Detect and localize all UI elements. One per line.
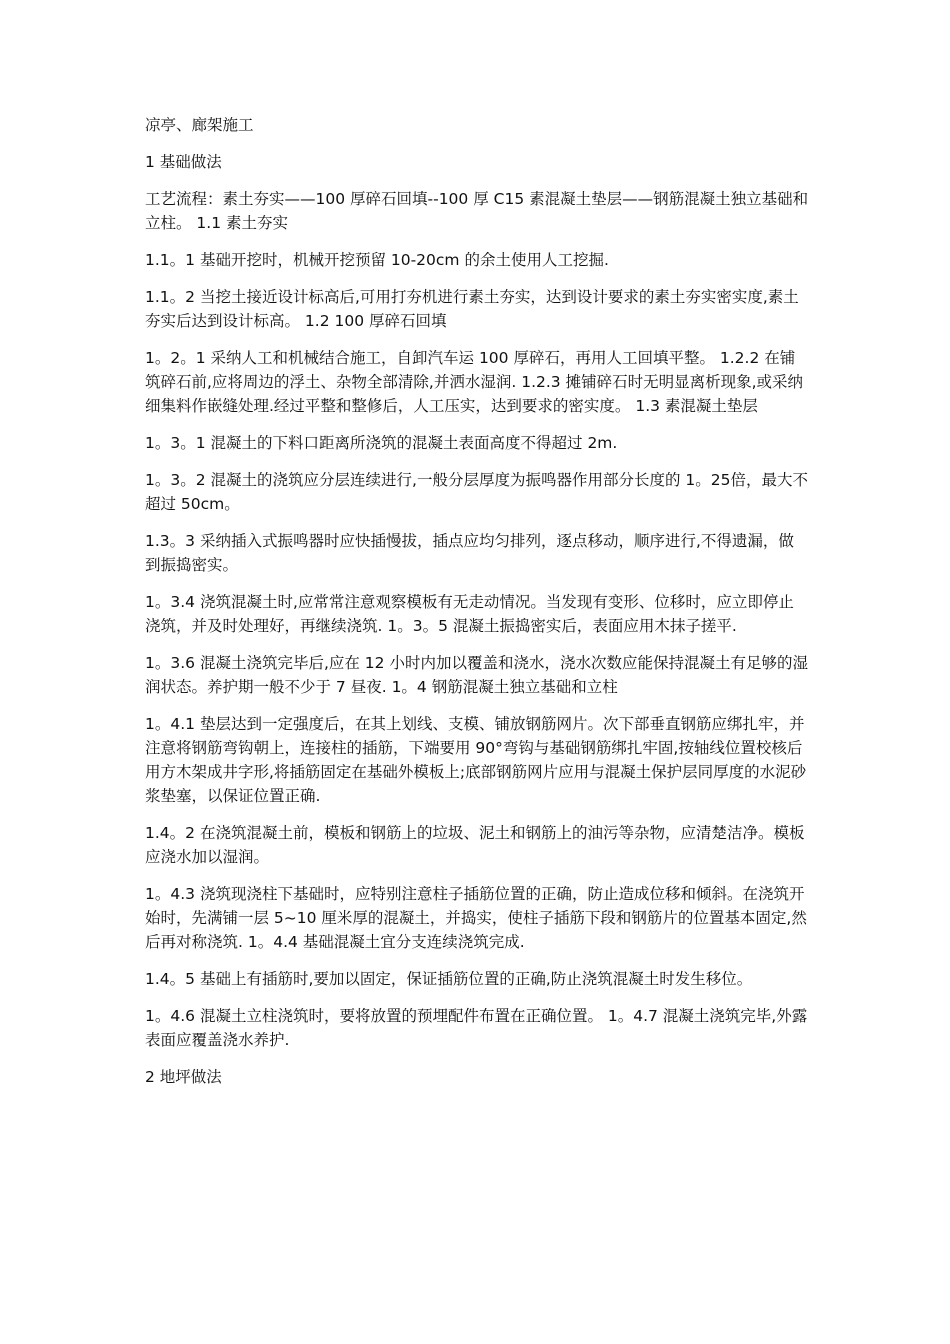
paragraph-1-4-6: 1。4.6 混凝土立柱浇筑时，要将放置的预埋配件布置在正确位置。 1。4.7 混凝土浇筑完毕,外露表面应覆盖浇水养护. [145, 1007, 808, 1049]
document-body [145, 113, 809, 1102]
paragraph-1-4-2: 1.4。2 在浇筑混凝土前，模板和钢筋上的垃圾、泥土和钢筋上的油污等杂物，应清楚洁净。模板应浇水加以湿润。 [145, 824, 805, 866]
paragraph-1-1-2: 1.1。2 当挖土接近设计标高后,可用打夯机进行素土夯实，达到设计要求的素土夯实密实度,素土夯实后达到设计标高。 1.2 100 厚碎石回填 [145, 288, 799, 330]
paragraph-1-4-1: 1。4.1 垫层达到一定强度后，在其上划线、支模、铺放钢筋网片。次下部垂直钢筋应绑扎牢，并注意将钢筋弯钩朝上，连接柱的插筋，下端要用 90°弯钩与基础钢筋绑扎牢固,按轴线位置校核后用方木架成井字形,将插筋固定在基础外模板上;底部钢筋网片应用与混凝土保护层同厚度的水泥砂浆垫塞，以保证位置正确. [145, 715, 807, 805]
document-title: 凉亭、廊架施工 [145, 116, 254, 134]
section-heading-foundation: 1 基础做法 [145, 153, 222, 171]
paragraph-1-4-3: 1。4.3 浇筑现浇柱下基础时，应特别注意柱子插筋位置的正确，防止造成位移和倾斜。在浇筑开始时，先满铺一层 5~10 厘米厚的混凝土，并捣实，使柱子插筋下段和钢筋片的位置基本固定,然后再对称浇筑. 1。4.4 基础混凝土宜分支连续浇筑完成. [145, 885, 807, 951]
paragraph-1-4-5: 1.4。5 基础上有插筋时,要加以固定，保证插筋位置的正确,防止浇筑混凝土时发生移位。 [145, 970, 753, 988]
paragraph-1-3-4: 1。3.4 浇筑混凝土时,应常常注意观察模板有无走动情况。当发现有变形、位移时，应立即停止浇筑，并及时处理好，再继续浇筑. 1。3。5 混凝土振捣密实后，表面应用木抹子搓平. [145, 593, 794, 635]
paragraph-1-3-2: 1。3。2 混凝土的浇筑应分层连续进行,一般分层厚度为振鸣器作用部分长度的 1。25倍，最大不超过 50cm。 [145, 471, 808, 513]
paragraph-1-3-6: 1。3.6 混凝土浇筑完毕后,应在 12 小时内加以覆盖和浇水，浇水次数应能保持混凝土有足够的湿润状态。养护期一般不少于 7 昼夜. 1。4 钢筋混凝土独立基础和立柱 [145, 654, 808, 696]
paragraph-1-2: 1。2。1 采纳人工和机械结合施工，自卸汽车运 100 厚碎石，再用人工回填平整。 1.2.2 在铺筑碎石前,应将周边的浮土、杂物全部清除,并洒水湿润. 1.2.3 摊铺碎石时无明显离析现象,或采纳细集料作嵌缝处理.经过平整和整修后，人工压实，达到要求的密实度。 1.3 素混凝土垫层 [145, 349, 804, 415]
paragraph-process-flow: 工艺流程：素土夯实——100 厚碎石回填--100 厚 C15 素混凝土垫层——钢筋混凝土独立基础和立柱。 1.1 素土夯实 [145, 190, 809, 232]
section-heading-floor: 2 地坪做法 [145, 1068, 222, 1086]
paragraph-1-3-3: 1.3。3 采纳插入式振鸣器时应快插慢拔，插点应均匀排列，逐点移动，顺序进行,不得遗漏，做到振捣密实。 [145, 532, 794, 574]
paragraph-1-1-1: 1.1。1 基础开挖时，机械开挖预留 10-20cm 的余土使用人工挖掘. [145, 251, 609, 269]
paragraph-1-3-1: 1。3。1 混凝土的下料口距离所浇筑的混凝土表面高度不得超过 2m. [145, 434, 618, 452]
